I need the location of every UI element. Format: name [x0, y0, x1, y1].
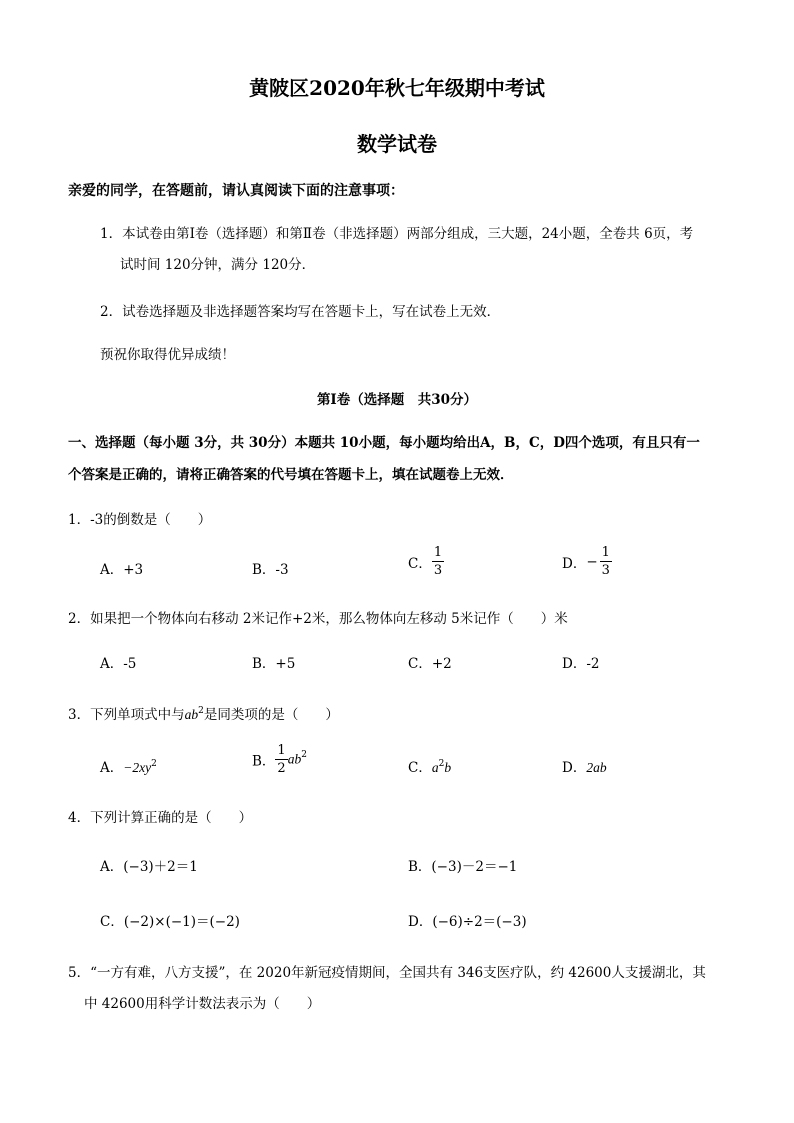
question-2-stem: 2．如果把一个物体向右移动 2米记作+2米，那么物体向左移动 5米记作（ ）米 — [68, 611, 568, 627]
option-label: C． — [408, 760, 432, 776]
stem-text: 3．下列单项式中与 — [68, 707, 185, 723]
option-label: C． — [408, 555, 432, 572]
math-expression: 2ab — [586, 760, 607, 775]
math-expression: −2xy — [123, 760, 152, 775]
question-2-option-b: B．+5 — [252, 656, 296, 672]
fraction — [600, 546, 612, 577]
option-label: B． — [252, 753, 276, 770]
math-expression: ab — [287, 751, 302, 767]
stem-text: 是同类项的是（ ） — [203, 707, 339, 723]
fraction — [432, 546, 444, 577]
question-4-option-a: A．(−3)＋2＝1 — [100, 859, 198, 875]
exponent: 2 — [198, 706, 204, 716]
question-5-line-2: 中 42600用科学计数法表示为（ ） — [84, 996, 321, 1012]
notice-item-1-line-1: 1．本试卷由第Ⅰ卷（选择题）和第Ⅱ卷（非选择题）两部分组成，三大题，24小题，全卷共 6页，考 — [100, 226, 694, 242]
math-expression: ab — [184, 707, 199, 722]
question-3-option-c — [408, 756, 451, 776]
option-label: A． — [100, 760, 124, 776]
question-3-stem — [68, 703, 339, 723]
question-1-stem: 1．-3的倒数是（ ） — [68, 512, 212, 528]
fraction-denominator: 2 — [277, 761, 286, 776]
notice-wish: 预祝你取得优异成绩！ — [100, 347, 235, 363]
math-expression: b — [444, 760, 452, 775]
question-3-option-b — [252, 744, 307, 775]
fraction — [275, 744, 287, 775]
fraction-denominator: 3 — [433, 563, 443, 578]
question-1-option-a: A．+3 — [100, 562, 144, 578]
question-3-option-a — [100, 756, 157, 776]
fraction-numerator: 1 — [601, 545, 610, 560]
fraction-numerator: 1 — [433, 545, 443, 560]
option-label: D． — [562, 555, 587, 572]
question-4-option-d: D．(−6)÷2＝(−3) — [408, 914, 527, 930]
question-4-stem: 4．下列计算正确的是（ ） — [68, 810, 253, 826]
notice-heading: 亲爱的同学，在答题前，请认真阅读下面的注意事项： — [68, 183, 404, 199]
question-3-option-d — [562, 756, 607, 776]
section-1-intro-line-1: 一、选择题（每小题 3分，共 30分）本题共 10小题，每小题均给出A，B，C，D四个选项，有且只有一 — [68, 435, 700, 451]
question-2-option-d: D．-2 — [562, 656, 600, 672]
section-1-heading: 第Ⅰ卷（选择题 共30分） — [316, 392, 478, 408]
question-1-option-c — [408, 546, 444, 577]
question-4-option-c: C．(−2)×(−1)＝(−2) — [100, 914, 240, 930]
fraction-denominator: 3 — [601, 563, 610, 578]
fraction-numerator: 1 — [277, 743, 286, 758]
notice-item-1-line-2: 试时间 120分钟，满分 120分． — [120, 257, 316, 273]
question-1-option-d — [562, 546, 612, 577]
question-4-option-b: B．(−3)－2＝−1 — [408, 859, 518, 875]
notice-item-2: 2．试卷选择题及非选择题答案均写在答题卡上，写在试卷上无效． — [100, 304, 501, 320]
exponent: 2 — [438, 759, 445, 769]
exam-title: 黄陂区2020年秋七年级期中考试 — [249, 76, 545, 100]
question-1-option-b: B．-3 — [252, 562, 289, 578]
question-2-option-a: A．-5 — [100, 656, 137, 672]
question-5-line-1: 5．“一方有难，八方支援”，在 2020年新冠疫情期间，全国共有 346支医疗队，约 42600人支援湖北，其 — [68, 965, 706, 981]
minus-sign: − — [586, 553, 598, 570]
exponent: 2 — [301, 750, 307, 760]
option-label: D． — [562, 760, 587, 776]
exponent: 2 — [151, 759, 157, 769]
question-2-option-c: C．+2 — [408, 656, 452, 672]
section-1-intro-line-2: 个答案是正确的，请将正确答案的代号填在答题卡上，填在试题卷上无效． — [68, 467, 514, 483]
exam-subtitle: 数学试卷 — [357, 132, 437, 156]
math-expression: a — [431, 760, 439, 775]
